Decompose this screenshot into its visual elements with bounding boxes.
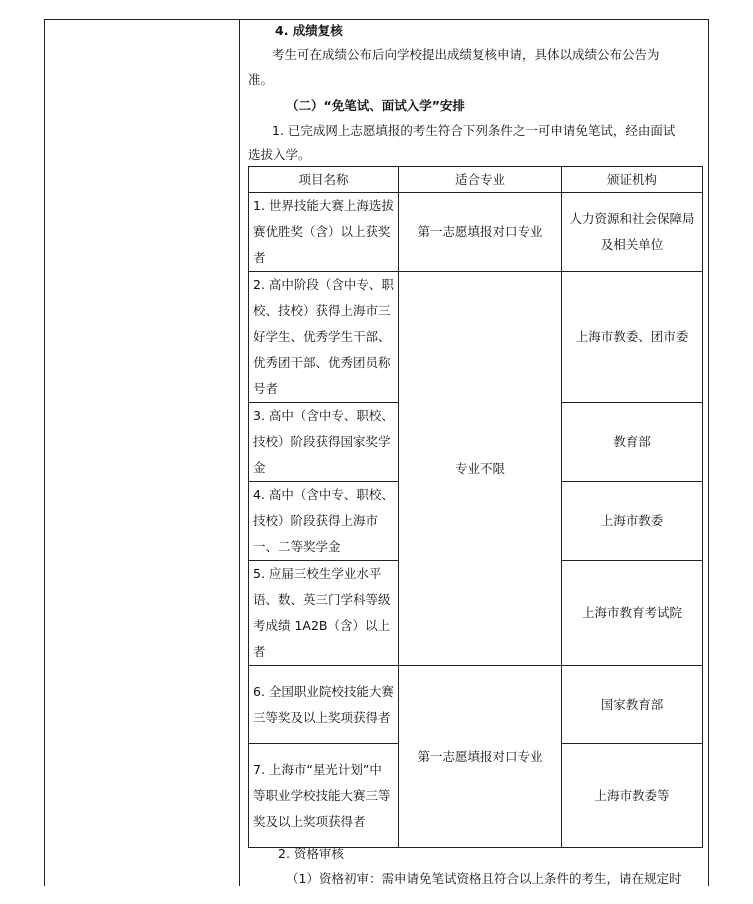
issuer-cell: 上海市教委等 <box>562 744 703 848</box>
issuer-cell: 上海市教委 <box>562 482 703 561</box>
issuer-cell: 上海市教委、团市委 <box>562 272 703 403</box>
exemption-conditions-table <box>248 166 703 848</box>
issuer-cell: 教育部 <box>562 403 703 482</box>
table-row <box>249 666 703 744</box>
paragraph-line: （1）资格初审：需申请免笔试资格且符合以上条件的考生，请在规定时 <box>286 871 682 886</box>
project-name-cell: 6. 全国职业院校技能大赛三等奖及以上奖项获得者 <box>249 666 399 744</box>
paragraph-line: 准。 <box>248 72 274 87</box>
major-cell: 第一志愿填报对口专业 <box>399 193 562 272</box>
issuer-cell: 国家教育部 <box>562 666 703 744</box>
table-header-row <box>249 167 703 193</box>
column-header-major: 适合专业 <box>399 167 562 193</box>
paragraph-line: 考生可在成绩公布后向学校提出成绩复核申请，具体以成绩公布公告为 <box>272 47 660 62</box>
paragraph-line: 1. 已完成网上志愿填报的考生符合下列条件之一可申请免笔试，经由面试 <box>272 123 676 138</box>
major-cell: 第一志愿填报对口专业 <box>399 666 562 848</box>
project-name-cell: 5. 应届三校生学业水平语、数、英三门学科等级考成绩 1A2B（含）以上者 <box>249 561 399 666</box>
table-row <box>249 193 703 272</box>
section-heading-exemption: （二）“免笔试、面试入学”安排 <box>286 98 465 113</box>
table-row <box>249 272 703 403</box>
project-name-cell: 3. 高中（含中专、职校、技校）阶段获得国家奖学金 <box>249 403 399 482</box>
column-header-project: 项目名称 <box>249 167 399 193</box>
column-header-issuer: 颁证机构 <box>562 167 703 193</box>
section-heading-qualification-review: 2. 资格审核 <box>278 846 344 861</box>
issuer-cell: 上海市教育考试院 <box>562 561 703 666</box>
issuer-cell: 人力资源和社会保障局及相关单位 <box>562 193 703 272</box>
section-heading-score-review: 4. 成绩复核 <box>275 23 343 38</box>
project-name-cell: 4. 高中（含中专、职校、技校）阶段获得上海市一、二等奖学金 <box>249 482 399 561</box>
column-divider <box>239 19 240 886</box>
project-name-cell: 1. 世界技能大赛上海选拔赛优胜奖（含）以上获奖者 <box>249 193 399 272</box>
paragraph-line: 选拔入学。 <box>248 147 311 162</box>
project-name-cell: 7. 上海市“星光计划”中等职业学校技能大赛三等奖及以上奖项获得者 <box>249 744 399 848</box>
project-name-cell: 2. 高中阶段（含中专、职校、技校）获得上海市三好学生、优秀学生干部、优秀团干部、优秀团员称号者 <box>249 272 399 403</box>
major-cell: 专业不限 <box>399 272 562 666</box>
